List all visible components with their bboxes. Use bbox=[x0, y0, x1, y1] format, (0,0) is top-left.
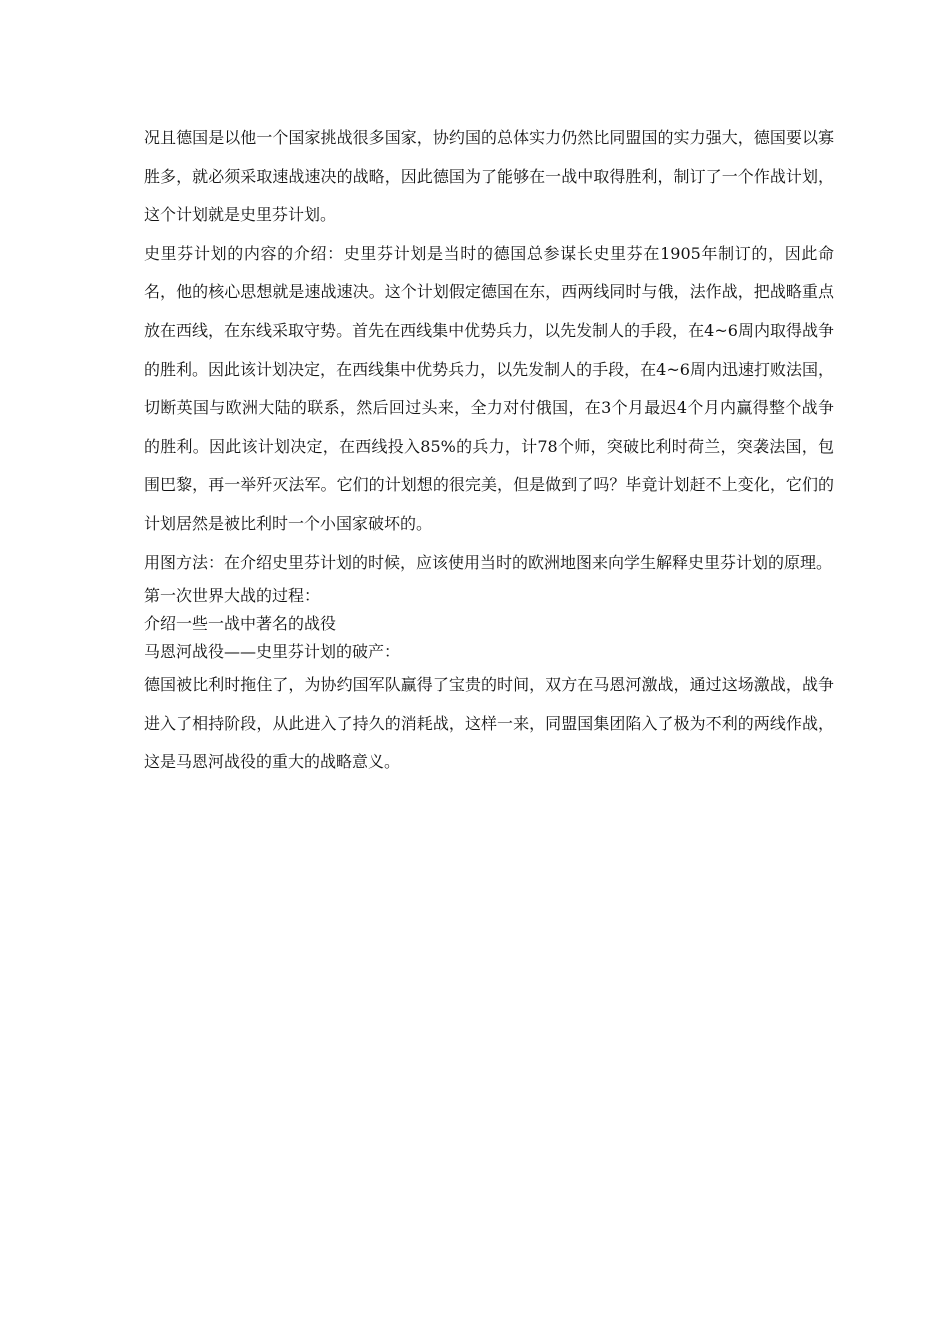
document-body bbox=[144, 119, 834, 782]
paragraph-map-method: 用图方法：在介绍史里芬计划的时候，应该使用当时的欧洲地图来向学生解释史里芬计划的原理。 bbox=[144, 552, 833, 572]
heading-battle-of-marne: 马恩河战役——史里芬计划的破产： bbox=[144, 642, 401, 662]
paragraph-famous-battles: 介绍一些一战中著名的战役 bbox=[144, 614, 337, 634]
heading-ww1-process: 第一次世界大战的过程： bbox=[144, 586, 321, 606]
paragraph-schlieffen-background: 况且德国是以他一个国家挑战很多国家，协约国的总体实力仍然比同盟国的实力强大，德国要以寡胜多，就必须采取速战速决的战略，因此德国为了能够在一战中取得胜利，制订了一个作战计划，这个计划就是史里芬计划。 bbox=[144, 128, 834, 225]
paragraph-marne-significance: 德国被比利时拖住了，为协约国军队赢得了宝贵的时间，双方在马恩河激战，通过这场激战，战争进入了相持阶段，从此进入了持久的消耗战，这样一来，同盟国集团陷入了极为不利的两线作战，这是马恩河战役的重大的战略意义。 bbox=[144, 675, 834, 772]
paragraph-schlieffen-plan-content: 史里芬计划的内容的介绍：史里芬计划是当时的德国总参谋长史里芬在1905年制订的，因此命名，他的核心思想就是速战速决。这个计划假定德国在东，西两线同时与俄，法作战，把战略重点放在西线，在东线采取守势。首先在西线集中优势兵力，以先发制人的手段，在4~6周内取得战争的胜利。因此该计划决定，在西线集中优势兵力，以先发制人的手段，在4~6周内迅速打败法国，切断英国与欧洲大陆的联系，然后回过头来，全力对付俄国，在3个月最迟4个月内赢得整个战争的胜利。因此该计划决定，在西线投入85%的兵力，计78个师，突破比利时荷兰，突袭法国，包围巴黎，再一举歼灭法军。它们的计划想的很完美，但是做到了吗？毕竟计划赶不上变化，它们的计划居然是被比利时一个小国家破坏的。 bbox=[144, 243, 834, 533]
